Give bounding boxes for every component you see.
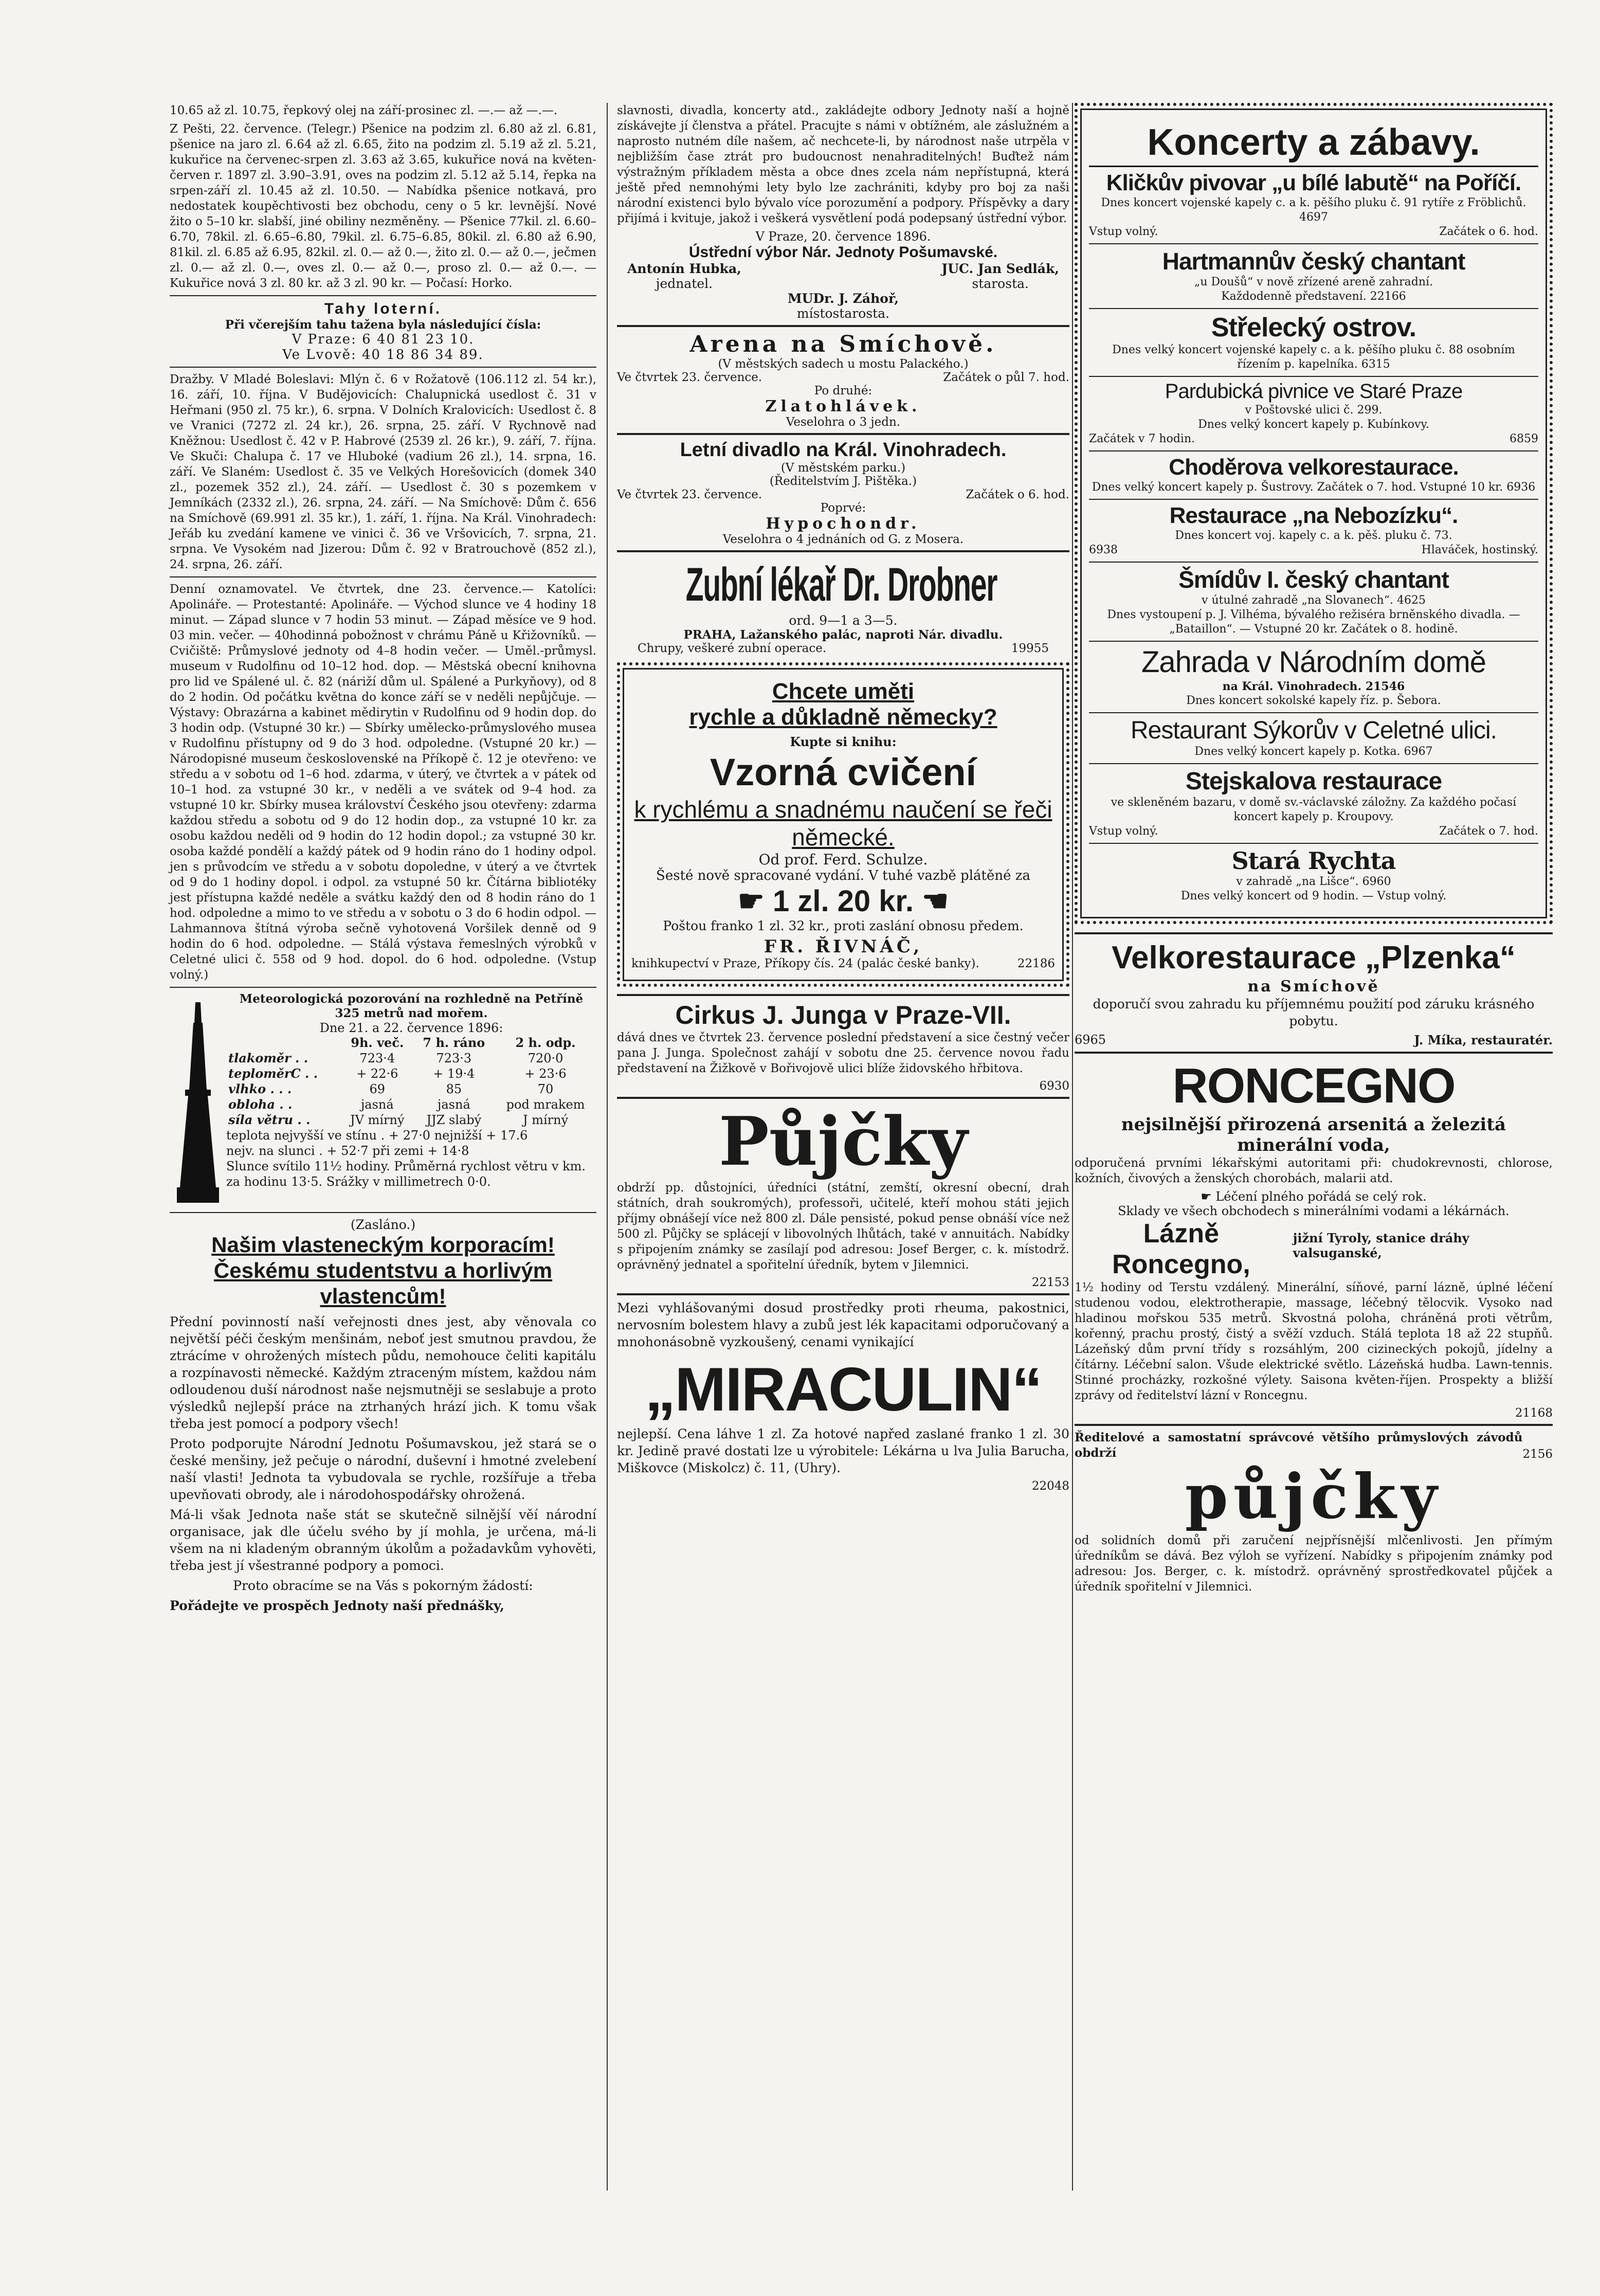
divider: [617, 433, 1069, 435]
column-middle: [617, 103, 1069, 1493]
concert-name: Stará Rychta: [1231, 847, 1396, 875]
miraculin-text: nejlepší. Cena láhve 1 zl. Za hotové napřed zaslané franko 1 zl. 30 kr. Jedině pravé dostati lze u výrobitele: Lékárna u lva Julia Barucha, Miškovce (Miskolcz) č. 11, (Uhry).: [617, 1426, 1069, 1475]
divider: [617, 325, 1069, 327]
concert-entry: [1089, 309, 1538, 377]
meteo-cell: 720·0: [528, 1051, 563, 1065]
meteo-cell: JV mírný: [350, 1113, 405, 1127]
roncegno-ad: [1075, 1058, 1553, 1420]
signatures: [617, 261, 1069, 291]
concert-entry: [1089, 451, 1538, 500]
divider: [170, 576, 596, 577]
circus-ad: [617, 1000, 1069, 1093]
lottery-row-lvov: Ve Lvově: 40 18 86 34 89.: [282, 347, 484, 363]
meteo-row-label: teploměrC . .: [228, 1066, 318, 1081]
meteo-cell: 723·4: [359, 1051, 395, 1065]
meteo-col-header: 2 h. odp.: [515, 1035, 576, 1050]
concert-left: 6938: [1089, 544, 1118, 556]
meteo-row-label: síla větru . .: [228, 1112, 311, 1127]
meteo-cell: 70: [537, 1082, 554, 1096]
circus-title: Cirkus J. Junga v Praze-VII.: [675, 1001, 1011, 1029]
loans2-text: od solidních domů při zaručení nejpřísnější mlčenlivosti. Jen přímým úředníkům se dává. Bez výloh se vyřízení. Nabídky s připojením známky pod adresou: Jos. Berger, c. k. místodrž. oprávněný sprostředkovatel půjček a úředník spořitelní v Jilemnici.: [1075, 1534, 1553, 1594]
meteo-summary: Slunce svítilo 11½ hodiny. Průměrná rychlost větru v km. za hodinu 13·5. Srážky v millimetrech 0·0.: [226, 1159, 586, 1189]
concert-name: Kličkův pivovar „u bílé labutě“ na Poříčí.: [1106, 170, 1521, 195]
meteo-cell: + 19·4: [433, 1066, 475, 1081]
book-price-text: 1 zl. 20 kr.: [772, 884, 914, 918]
dentist-services: Chrupy, veškeré zubní operace.: [638, 642, 827, 655]
appeal-headline-1: Našim vlasteneckým korporacím!: [211, 1233, 555, 1257]
book-seller: FR. ŘIVNÁČ,: [763, 936, 923, 957]
concert-line: Dnes koncert sokolské kapely říz. p. Šebora.: [1186, 694, 1441, 707]
divider: [617, 1293, 1069, 1295]
meteo-row: [226, 1051, 596, 1066]
arena-start: Začátek o půl 7. hod.: [943, 371, 1069, 384]
concert-right: 6859: [1510, 432, 1538, 445]
divider: [170, 987, 596, 988]
concert-line: Dnes koncert vojenské kapely c. a k. pěšího pluku č. 91 rytíře z Fröblichů. 4697: [1101, 196, 1526, 224]
roncegno-cure: ☛ Léčení plného pořádá se celý rok.: [1201, 1189, 1427, 1204]
market-report-pest: Z Pešti, 22. července. (Telegr.) Pšenice na podzim zl. 6.80 až zl. 6.81, pšenice na jaro zl. 6.64 až zl. 6.65, žito na podzim zl. 5.19 až zl. 5.21, kukuřice na červenec-srpen zl. 3.63 až 3.65, kukuřice nová na květen-červen r. 1897 zl. 3.90–3.91, oves na podzim zl. 5.12 až 5.14, řepka na srpen-září zl. 10.45 až zl. 10.50. — Nabídka pšenice notkavá, pro nedostatek koupěchtivosti bez obchodu, ceny o 5 kr. levnější. Nové žito o 5–10 kr. slabší, jiné obiliny nezměněny. — Pšenice 77kil. zl. 6.60–6.70, 78kil. zl. 6.65–6.80, 79kil. zl. 6.75–6.85, 80kil. zl. 6.80 až 6.90, 81kil. zl. 6.85 až 6.95, 82kil. zl. 0.— až 0.—, žito zl. 0.— až 0.—, ječmen zl. 0.— až zl. 0.—, oves zl. 0.— až 0.—, proso zl. 0.— až 0.—. — Kukuřice nová 3 zl. 80 kr. až 3 zl. 90 kr. — Počasí: Horko.: [170, 122, 596, 290]
signature-role: místostarosta.: [796, 306, 890, 321]
signature-role: jednatel.: [656, 276, 713, 291]
divider: [617, 550, 1069, 552]
plzenka-owner: J. Míka, restauratér.: [1414, 1033, 1553, 1047]
concert-entry: [1089, 377, 1538, 451]
concert-line: Dnes velký koncert kapely p. Kotka. 6967: [1194, 745, 1433, 758]
arena-label: Po druhé:: [814, 384, 872, 397]
loans-ad-2: [1075, 1430, 1553, 1595]
loans-title: Půjčky: [718, 1102, 968, 1181]
book-title-2: k rychlému a snadnému naučení se řeči německé.: [634, 796, 1052, 851]
miraculin-intro: Mezi vyhlášovanými dosud prostředky proti rheuma, pakostnici, nervosním bolestem hlavy a zubů jest lék kapacitami odporučovaný a mnohonásobně vyzkoušený, cenami vynikající: [617, 1300, 1069, 1349]
concert-line: Dnes koncert voj. kapely c. a k. pěš. pluku č. 73.: [1175, 529, 1452, 542]
roncegno-spa-text: 1½ hodiny od Terstu vzdálený. Minerální, síňové, parní lázně, úplné léčení studenou vodou, elektrotherapie, massage, léčebný tělocvik. Vysoko nad hladinou mořskou 535 metrů. Skvostná poloha, chráněná proti větrům, kořenný, prachu prostý, čistý a svěží vzduch. Stálá teplota 18 až 22 stupňů. Lázeňský dům první třídy s rozsáhlým, 200 cizineckých pokojů, jídelny a čítárny. Léčební salon. Všude elektrické světlo. Lázeňská hudba. Lawn-tennis. Stinné procházky, rozkošné výlety. Saisona květen-říjen. Prospekty a bližší zprávy od ředitelství lázní v Roncegnu.: [1075, 1281, 1553, 1402]
meteo-row-label: vlhko . . .: [228, 1081, 292, 1096]
appeal-place-date: V Praze, 20. července 1896.: [755, 229, 931, 244]
concert-line: „u Doušů“ v nově zřízené areně zahradní.: [1194, 276, 1433, 288]
roncegno-stores: Sklady ve všech obchodech s minerálními vodami a lékárnách.: [1118, 1204, 1510, 1218]
book-author: Od prof. Ferd. Schulze.: [758, 851, 928, 868]
arena-date: Ve čtvrtek 23. července.: [617, 371, 762, 384]
meteo-cell: jasná: [360, 1097, 394, 1112]
roncegno-text: odporučená prvními lékařskými autoritami při: chudokrevnosti, chlorose, kožních, čivových a ženských chorobách, malarii atd.: [1075, 1156, 1553, 1185]
appeal-note: (Zasláno.): [350, 1217, 416, 1232]
concert-right: Hlaváček, hostinský.: [1421, 544, 1538, 556]
meteo-cell: J mírný: [522, 1113, 569, 1127]
roncegno-spa: Lázně Roncegno,: [1112, 1219, 1250, 1279]
signature-name: JUC. Jan Sedlák,: [941, 261, 1059, 276]
concert-entry: [1089, 844, 1538, 908]
concert-name: Restaurace „na Nebozízku“.: [1169, 503, 1458, 528]
auctions-text: Dražby. V Mladé Boleslavi: Mlýn č. 6 v Rožatově (106.112 zl. 54 kr.), 16. září, 10. října. V Budějovicích: Chalupnická usedlost č. 31 v Heřmani (950 zl. 75 kr.), 6. srpna. V Dolních Kralovicích: Usedlost č. 8 ve Vranici (7272 zl. 24 kr.), 26. srpna, 25. září. V Rychnově nad Kněžnou: Usedlost č. 42 v P. Habrové (2539 zl. 26 kr.), 9. září, 7. října. Ve Skuči: Chalupa č. 17 ve Hluboké (vadium 26 zl.), 14. srpna, 16. září. Ve Slaném: Usedlost č. 35 ve Velkých Horešovicích (domek 340 zl., pozemek 352 zl.), 24. září. — Usedlost č. 30 s pozemkem v Jemníkách (2332 zl.), 26. srpna, 24. září. — Na Smíchově: Dům č. 656 na Smíchově (69.991 zl. 35 kr.), 1. září, 1. října. Na Král. Vinohradech: Jeřáb ku zvedání kamene ve vinici č. 36 ve Vršovicích, 7. srpna, 21. srpna. Ve Vysokém nad Jizerou: Dům č. 92 v Bratrouchově (852 zl.), 24. srpna, 26. září.: [170, 373, 596, 571]
meteo-title: Meteorologická pozorování na rozhledně na Petříně 325 metrů nad mořem.: [239, 992, 584, 1020]
meteo-cell: 723·3: [436, 1051, 472, 1065]
concert-name: Hartmannův český chantant: [1162, 248, 1465, 275]
dentist-hours: ord. 9—1 a 3—5.: [789, 613, 898, 628]
appeal-headline-2: Českému studentstvu a horlivým vlastencům!: [213, 1258, 553, 1308]
meteo-cell: pod mrakem: [506, 1097, 585, 1112]
book-hook-1: Chcete uměti: [772, 679, 915, 704]
divider: [617, 994, 1069, 996]
concert-line: Každodenně představení. 22166: [1221, 290, 1406, 303]
concert-name: Stejskalova restaurace: [1185, 768, 1442, 795]
appeal-committee: Ústřední výbor Nár. Jednoty Pošumavské.: [688, 244, 998, 261]
concert-left: Vstup volný.: [1089, 225, 1158, 238]
concert-line: Dnes velký koncert od 9 hodin. — Vstup volný.: [1180, 890, 1447, 902]
miraculin-name: „MIRACULIN“: [645, 1355, 1042, 1424]
concert-name: Střelecký ostrov.: [1211, 313, 1416, 342]
concert-line: Dnes velký koncert vojenské kapely c. a k. pěšího pluku č. 88 osobním řízením p. kapelníka. 6315: [1112, 344, 1515, 371]
loans2-title: půjčky: [1185, 1460, 1443, 1533]
concert-left: Začátek v 7 hodin.: [1089, 432, 1195, 445]
book-postage: Poštou franko 1 zl. 32 kr., proti zaslání obnosu předem.: [663, 918, 1024, 933]
concert-name: Restaurant Sýkorův v Celetné ulici.: [1131, 717, 1497, 744]
book-shop: knihkupectví v Praze, Příkopy čís. 24 (palác české banky).: [631, 957, 979, 970]
dentist-address: PRAHA, Lažanského palác, naproti Nár. divadlu.: [683, 628, 1003, 642]
plzenka-ad: [1075, 938, 1553, 1047]
meteo-row: [226, 1097, 596, 1112]
concert-line: v Poštovské ulici č. 299.: [1245, 404, 1383, 417]
dentist-ad: [617, 556, 1069, 655]
concert-line: Dnes velký koncert kapely p. Kubínkovy.: [1198, 418, 1429, 431]
appeal-paragraph: Pořádejte ve prospěch Jednoty naší přednášky,: [170, 1598, 504, 1613]
meteo-row-label: tlakoměr . .: [228, 1051, 308, 1065]
arena-play: Zlatohlávek.: [765, 397, 921, 415]
meteo-col-header: 7 h. ráno: [423, 1035, 485, 1050]
meteo-cell: 69: [369, 1082, 386, 1096]
appeal-paragraph: Proto podporujte Národní Jednotu Pošumavskou, jež stará se o české menšiny, jež pečuje o národní, duševní i hmotné zvelebení naší vlasti! Jednota ta vybudovala se rychle, rozšířuje a třeba upevňovati obrody, ale i národohospodářsky ohrožená.: [170, 1436, 596, 1502]
meteo-cell: + 22·6: [356, 1066, 398, 1081]
book-ad: [617, 662, 1069, 987]
concert-right: Začátek o 7. hod.: [1439, 825, 1538, 838]
divider: [1075, 932, 1553, 934]
daily-announcer: Denní oznamovatel. Ve čtvrtek, dne 23. července.— Katolíci: Apolináře. — Protestanté: Apolináře. — Východ slunce ve 4 hodiny 18 minut. — Západ slunce v 7 hodin 53 minut. — Západ měsíce ve 9 hod. 03 min. večer. — 40hodinná pobožnost v chrámu Páně u Křižovníků. — Cvičiště: Průmyslové jednoty od 4–8 hodin večer. — Uměl.-průmysl. museum v Rudolfinu od 10–12 hod. dop. — Městská obecní knihovna pro lid ve Spálené ul. č. 82 (náriží dům ul. Spálené a Purkyňovy), od 8 do 2 hodin. Od počátku května do konce září se v neděli nepůjčuje. — Výstavy: Obrazárna a kabinet mědirytin v Rudolfinu od 9 hodin dop. do 3 hodin odp. (Vstupné 30 kr.) — Sbírky umělecko-průmyslového musea v Rudolfinu přístupny od 9 do 3 hod. odpoledne. (Vstupné 20 kr.) — Národopisné museum československé na Příkopě č. 12 je otevřeno: ve středu a v sobotu od 1–6 hod. zdarma, v úterý, ve čtvrtek a v pátek od 10–1 hod. za vstupné 30 kr., v neděli a ve svátek od 9–4 hod. za vstupné 10 kr. Sbírky musea království Českého jsou otevřeny: zdarma každou středu a sobotu od 9 do 12 hodin dop., za vstupné 10 kr. za osobu každou neděli od 9 hodin do 12 hodin dopol.; za vstupné 30 kr. osoba každé pondělí a každý pátek od 9 hodin ráno do 1 hodiny odpol. jen s průvodcím ve středu a v sobotu dopoledne, v úterý a ve čtvrtek od 9 do 1 hodiny dopol. i odpol. za vstupné 50 kr. Čítárna bibliotéky jest přístupna každé neděle a svátku každý den od 8 hodin ráno do 1 hod. odpoledne a mimo to ve středu a v sobotu o 3 do 6 hodin odpol. — Lahmannova štítná výroba sečně vyhotovená Voršilek denně od 9 hodin do 6 hod. odpoledne. — Stálá výstava řemeslných výrobků v Celetné ulici č. 558 od 9 hod. dopol. do 6 hod. odpoledne. (Vstup volný.): [170, 583, 596, 982]
loans2-num: 2156: [1522, 1448, 1553, 1461]
roncegno-cure-text: Léčení plného pořádá se celý rok.: [1215, 1189, 1427, 1204]
miraculin-ad: [617, 1299, 1069, 1493]
concert-entry: [1089, 764, 1538, 844]
book-hook-2: rychle a důkladně německy?: [689, 704, 997, 730]
letni-start: Začátek o 6. hod.: [966, 488, 1069, 501]
lottery-title: Tahy loterní.: [324, 300, 442, 317]
arena-play-sub: Veselohra o 3 jedn.: [786, 415, 901, 429]
meteo-cell: jasná: [437, 1097, 470, 1112]
signature-role: starosta.: [972, 276, 1029, 291]
meteo-temp-sun: nejv. na slunci . + 52·7 při zemi + 14·8: [226, 1144, 469, 1158]
lottery-intro: Při včerejším tahu tažena byla následující čísla:: [225, 318, 541, 332]
letni-title: Letní divadlo na Král. Vinohradech.: [680, 439, 1007, 461]
letni-label: Poprvé:: [820, 501, 866, 515]
book-num: 22186: [1017, 957, 1055, 970]
concert-name: Pardubická pivnice ve Staré Praze: [1165, 380, 1463, 403]
concert-entry: [1089, 167, 1538, 244]
concert-entry: [1089, 713, 1538, 764]
concert-name: Zahrada v Národním domě: [1141, 645, 1486, 679]
concert-line: v útulné zahradě „na Slovanech“. 4625: [1202, 594, 1426, 607]
plzenka-title: Velkorestaurace „Plzenka“: [1112, 940, 1516, 975]
lottery-row-praha: V Praze: 6 40 81 23 10.: [292, 332, 475, 347]
meteo-cell: 85: [446, 1082, 462, 1096]
signature-name: Antonín Hubka,: [627, 261, 741, 276]
meteo-temp-max: teplota nejvyšší ve stínu . + 27·0 nejnižší + 17.6: [226, 1128, 528, 1143]
loans-text: obdrží pp. důstojníci, úředníci (státní, zemští, okresní obecní, drah státních, drah soukromých), professoři, učitelé, kteří mohou státi jejich příjmy obnášejí více než 800 zl. Dále pensisté, pokud pense obnáší více než 500 zl. Půjčky se splácejí v libovolných lhůtách, také v annuitách. Nabídky s připojením známky se zasílají pod adresou: Josef Berger, c. k. místodrž. oprávněný jednatel a spořitelní úředník, bytem v Jilemnici.: [617, 1181, 1069, 1272]
roncegno-spa-loc: jižní Tyroly, stanice dráhy valsuganské,: [1293, 1231, 1469, 1260]
appeal-paragraph: Má-li však Jednota naše stát se skutečně silnější věí národní organisace, jak dle účelu svého by jí mohla, je určena, má-li všem na ni kladeným obranným úkolům a požadavkům vyhověti, třeba jest jí všestranné podpory a pomoci.: [170, 1507, 596, 1573]
concert-entry: [1089, 500, 1538, 563]
book-edition: Šesté nově spracované vydání. V tuhé vazbě plátěné za: [656, 868, 1030, 883]
meteo-block: [170, 992, 596, 1208]
concert-left: Vstup volný.: [1089, 825, 1158, 838]
column-rule-2: [1072, 103, 1073, 2191]
signature-name: MUDr. J. Záhoř,: [787, 291, 899, 306]
letni-play-sub: Veselohra o 4 jednáních od G. z Mosera.: [722, 533, 964, 546]
divider: [617, 1097, 1069, 1099]
book-buy: Kupte si knihu:: [790, 734, 897, 749]
arena-sub: (V městských sadech u mostu Palackého.): [718, 357, 969, 371]
plzenka-text: doporučí svou zahradu ku příjemnému použití pod záruku krásného pobytu.: [1093, 997, 1535, 1028]
loans-ad: [617, 1103, 1069, 1289]
concert-entry: [1089, 642, 1538, 713]
book-title: Vzorná cvičení: [710, 751, 977, 793]
concert-name: Šmídův I. český chantant: [1178, 566, 1449, 593]
letni-play: Hypochondr.: [766, 515, 921, 533]
plzenka-sub: na Smíchově: [1247, 978, 1380, 996]
divider: [170, 367, 596, 368]
meteo-row-label: obloha . .: [228, 1097, 293, 1112]
circus-num: 6930: [1039, 1079, 1069, 1093]
arena-ad: [617, 331, 1069, 429]
concert-line: Dnes velký koncert kapely p. Šustrovy. Začátek o 7. hod. Vstupné 10 kr. 6936: [1092, 481, 1536, 494]
plzenka-num: 6965: [1075, 1033, 1106, 1047]
letni-date: Ve čtvrtek 23. července.: [617, 488, 762, 501]
concerts-box: [1075, 103, 1553, 924]
concert-right: Začátek o 6. hod.: [1439, 225, 1538, 238]
loans2-intro: Ředitelové a samostatní správcové většího průmyslových závodů obdrží: [1075, 1431, 1523, 1460]
concerts-title: Koncerty a zábavy.: [1089, 119, 1538, 167]
loans-num: 22153: [1031, 1276, 1069, 1289]
miraculin-num: 22048: [1031, 1479, 1069, 1493]
concert-line: v zahradě „na Lišce“. 6960: [1236, 875, 1391, 888]
letni-sub2: (Ředitelstvím J. Pištěka.): [769, 475, 917, 488]
roncegno-sub: nejsilnější přirozená arsenitá a železitá minerální voda,: [1121, 1114, 1506, 1155]
divider: [1075, 1052, 1553, 1054]
meteo-row: [226, 1112, 596, 1128]
column-rule-1: [607, 103, 608, 2191]
column-right: [1075, 103, 1553, 1598]
letni-divadlo-ad: [617, 439, 1069, 546]
market-report: 10.65 až zl. 10.75, řepkový olej na září-prosinec zl. —.— až —.—.: [170, 104, 558, 117]
arena-title: Arena na Smíchově.: [689, 331, 997, 357]
meteo-row: [226, 1081, 596, 1097]
meteo-row: [226, 1066, 596, 1081]
appeal-continued: slavnosti, divadla, koncerty atd., zakládejte odbory Jednoty naší a hojně získávejte jí členstva a přátel. Pracujte s námi v obtížném, ale záslužném a naprosto nutném díle našem, ač nechcete-li, by národnost naše utrpěla v nejbližším čase ztrát pro budoucnost nenahraditelných! Buďtež nám výstražným příkladem města a obce dnes zcela nám nepřístupná, která ještě před nemnohými lety bylo lze zachrániti, kdyby pro boj za naši národní existenci bylo bývalo více porozumění a podpory. Příspěvky a dary přijímá i kvituje, jakož i veškerá vysvětlení podá podepsaný ústřední výbor.: [617, 104, 1069, 225]
dentist-num: 19955: [1011, 642, 1049, 655]
book-price: ☛ 1 zl. 20 kr. ☚: [737, 884, 949, 918]
petrin-tower-icon: [175, 1002, 221, 1208]
concert-line: Dnes vystoupení p. J. Vilhéma, bývalého režiséra brněnského divadla. — „Bataillon“. — Vstupné 20 kr. Začátek o 8. hodině.: [1107, 608, 1520, 636]
appeal-paragraph: Přední povinností naší veřejnosti dnes jest, aby věnovala co největší péči českým menšinám, neboť jest smutnou pravdou, že ztrácíme v ohrožených místech půdu, nemohouce čeliti kapitálu a rozpínavosti německé. Každým ztraceným místem, každou nám odloudenou duší národnost naše nejsmutněji se seslabuje a proto výsledků nejlepší práce na ztrhaných hrází jich. K tomu však třeba jest pomocí a podpory všech!: [170, 1314, 596, 1431]
concert-name: Choděrova velkorestaurace.: [1169, 455, 1459, 480]
meteo-cell: JJZ slabý: [426, 1113, 482, 1127]
concert-entry: [1089, 563, 1538, 642]
concert-entry: [1089, 244, 1538, 309]
column-left: [170, 103, 596, 1617]
meteo-col-header: 9h. več.: [351, 1035, 404, 1050]
circus-text: dává dnes ve čtvrtek 23. července poslední představení a sice čestný večer pana J. Junga. Společnost zahájí v sobotu dne 25. července novou řadu představení na Žižkově v Bořivojově ulici blíže židovského hřbitova.: [617, 1031, 1069, 1075]
appeal-paragraph: Proto obracíme se na Vás s pokorným žádostí:: [233, 1578, 533, 1593]
dentist-title: Zubní lékař Dr. Drobner: [685, 558, 997, 611]
roncegno-num: 21168: [1515, 1406, 1553, 1420]
divider: [1075, 1424, 1553, 1426]
concert-line: ve skleněném bazaru, v domě sv.-václavské záložny. Za každého počasí koncert kapely p. Kroupovy.: [1111, 796, 1517, 823]
concert-line: na Král. Vinohradech. 21546: [1222, 680, 1405, 693]
meteo-cell: + 23·6: [524, 1066, 567, 1081]
meteo-dates: Dne 21. a 22. července 1896:: [319, 1021, 503, 1035]
divider: [170, 295, 596, 296]
tower-illustration: [170, 992, 226, 1208]
meteo-table: [226, 1035, 596, 1128]
letni-sub: (V městském parku.): [780, 461, 906, 475]
roncegno-title: RONCEGNO: [1172, 1058, 1455, 1113]
divider: [170, 1212, 596, 1213]
